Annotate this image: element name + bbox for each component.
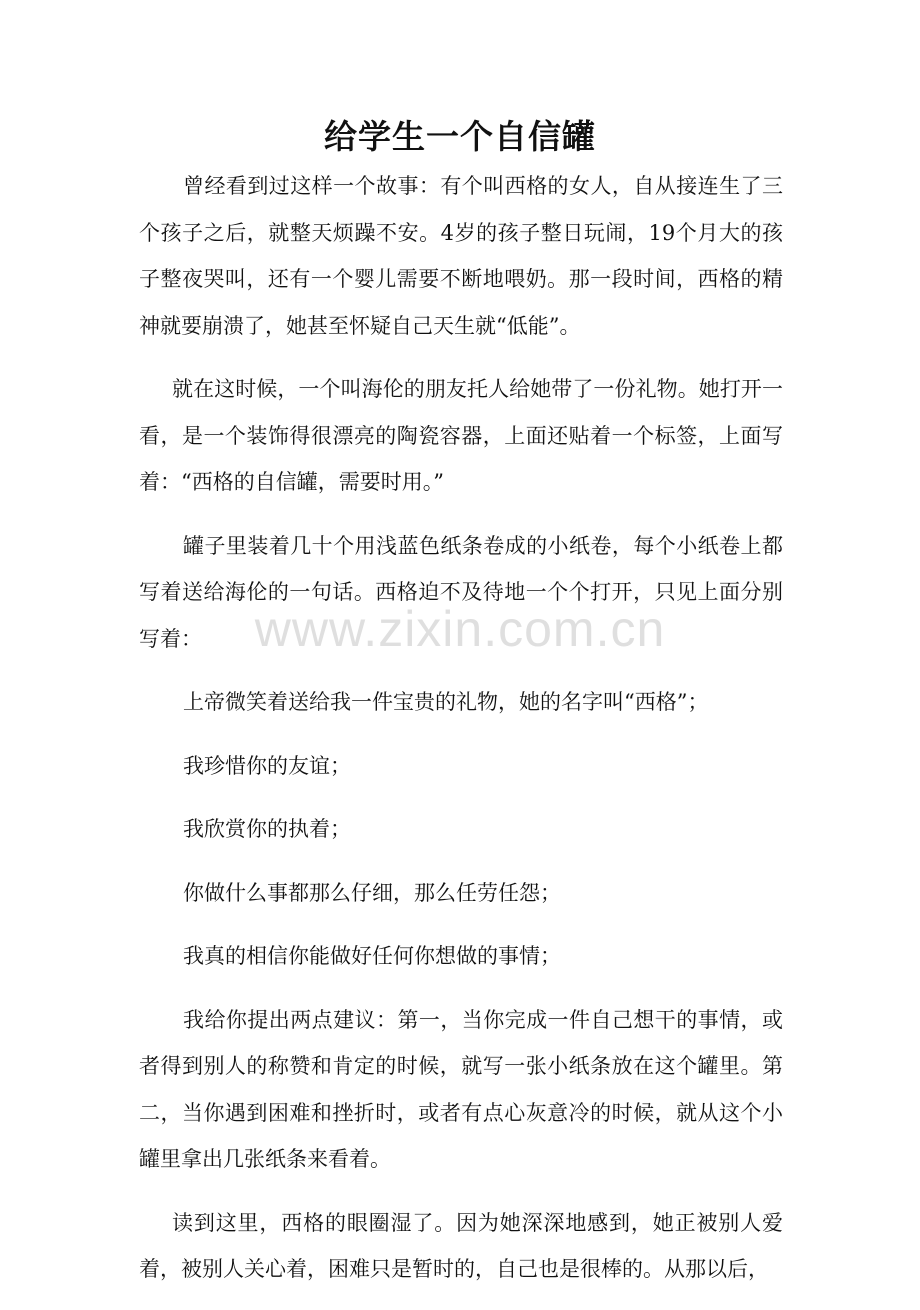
paragraph-5: 我珍惜你的友谊；: [183, 753, 351, 778]
document-body: [139, 163, 783, 1310]
watermark-text: www.zixin.com.cn: [254, 601, 666, 657]
document-title: 给学生一个自信罐: [324, 117, 596, 156]
paragraph-10: 读到这里，西格的眼圈湿了。因为她深深地感到，她正被别人爱着，被别人关心着，困难只是暂时的，自己也是很棒的。从那以后，: [139, 1210, 783, 1281]
paragraph-6: 我欣赏你的执着；: [183, 817, 351, 841]
paragraph-7: 你做什么事都那么仔细，那么任劳任怨；: [183, 880, 561, 905]
paragraph-4: 上帝微笑着送给我一件宝贵的礼物，她的名字叫“西格”；: [183, 690, 709, 714]
paragraph-2: 就在这时候，一个叫海伦的朋友托人给她带了一份礼物。她打开一看，是一个装饰得很漂亮的陶瓷容器，上面还贴着一个标签，上面写着：“西格的自信罐，需要时用。”: [139, 377, 783, 494]
paragraph-3: 罐子里装着几十个用浅蓝色纸条卷成的小纸卷，每个小纸卷上都写着送给海伦的一句话。西格迫不及待地一个个打开，只见上面分别写着：: [139, 533, 783, 651]
paragraph-9: 我给你提出两点建议：第一，当你完成一件自己想干的事情，或者得到别人的称赞和肯定的时候，就写一张小纸条放在这个罐里。第二，当你遇到困难和挫折时，或者有点心灰意冷的时候，就从这个小罐里拿出几张纸条来看着。: [139, 1007, 783, 1171]
paragraph-8: 我真的相信你能做好任何你想做的事情；: [183, 944, 561, 968]
paragraph-1: 曾经看到过这样一个故事：有个叫西格的女人，自从接连生了三个孩子之后，就整天烦躁不安。4岁的孩子整日玩闹，19个月大的孩子整夜哭叫，还有一个婴儿需要不断地喂奶。那一段时间，西格的精神就要崩溃了，她甚至怀疑自己天生就“低能”。: [139, 174, 783, 338]
